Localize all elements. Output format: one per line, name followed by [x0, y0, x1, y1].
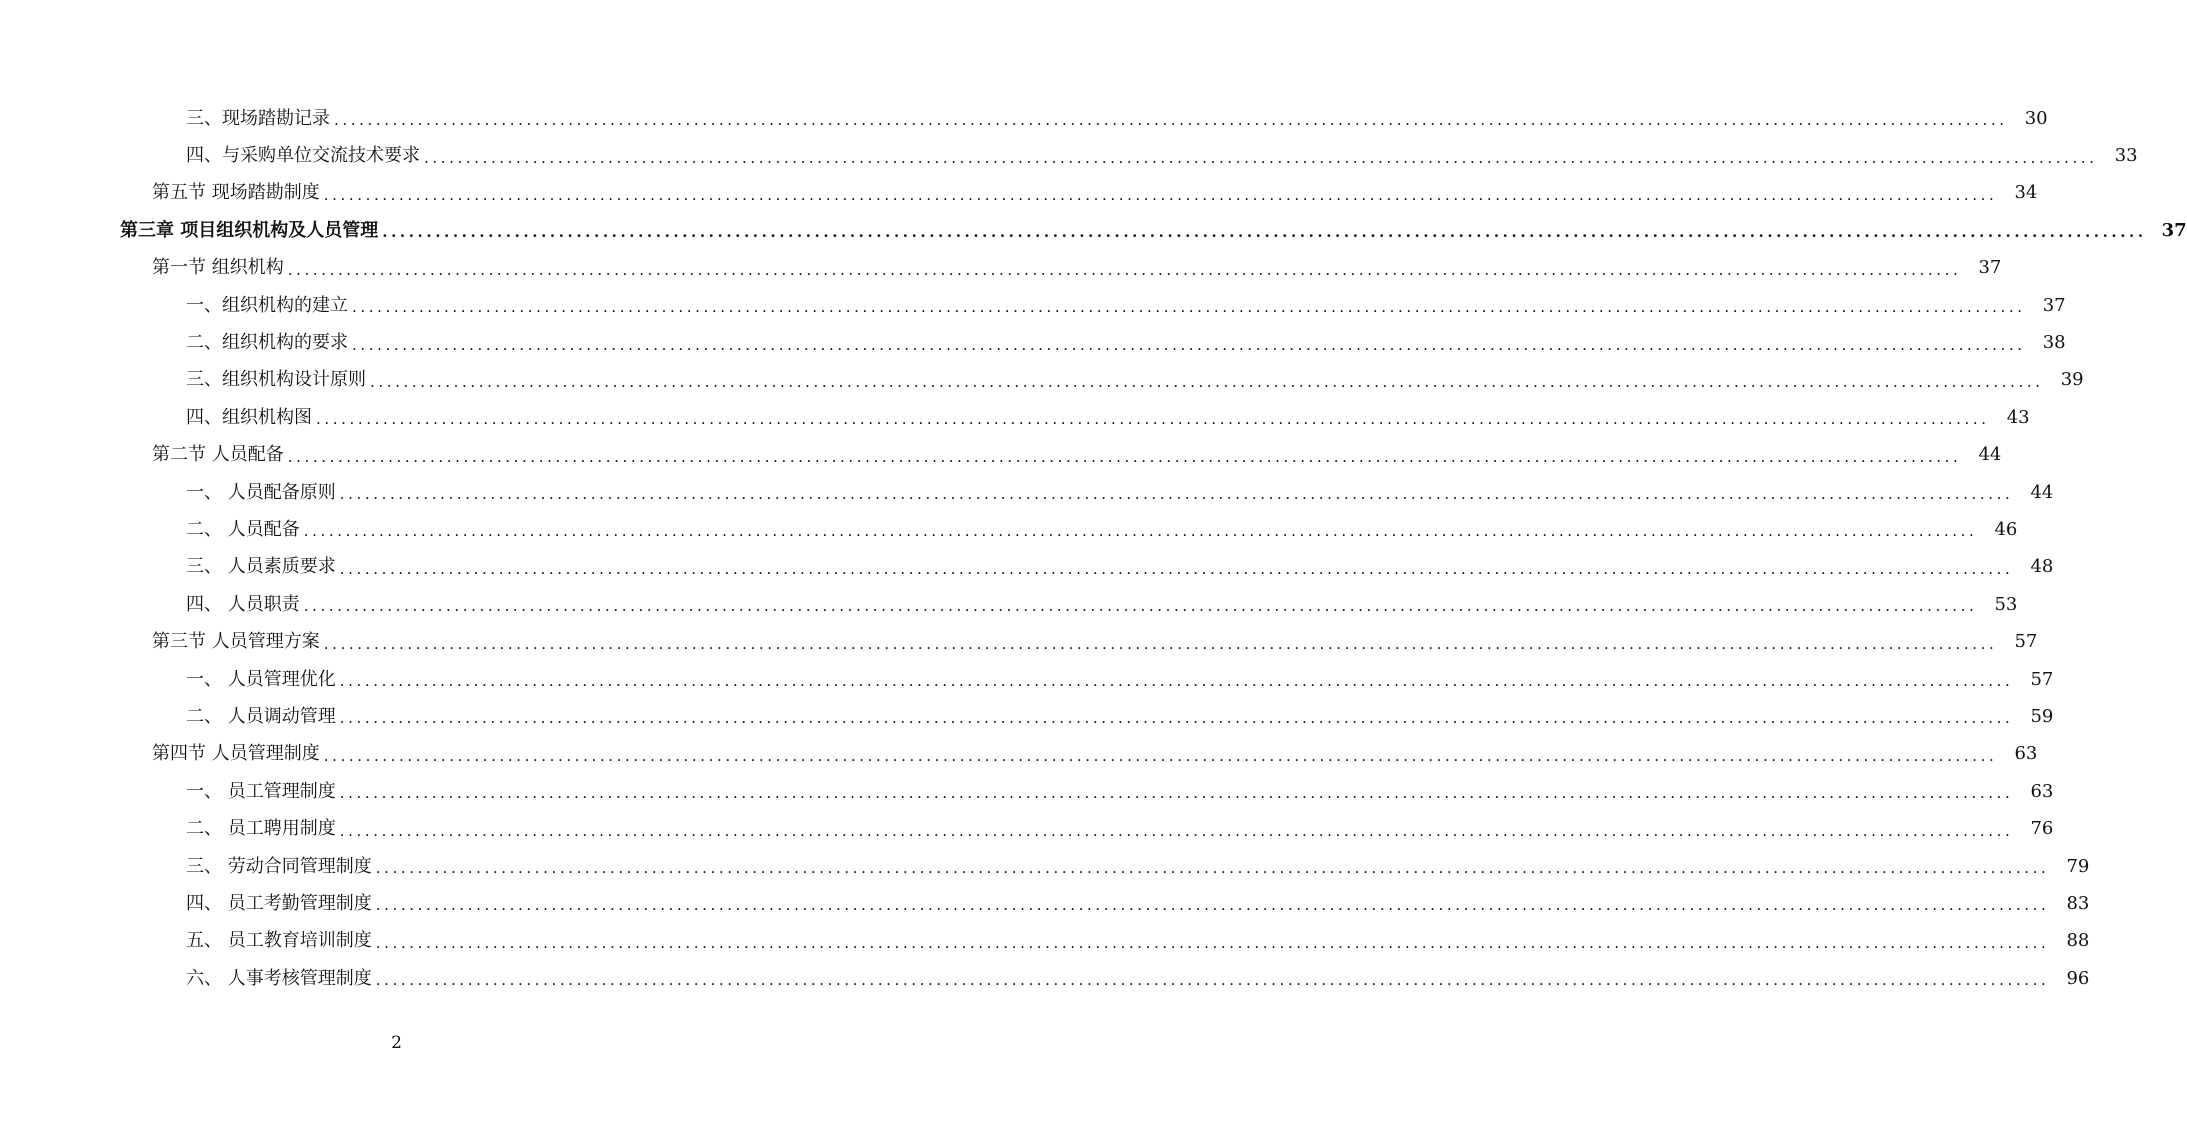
- toc-leader-dots: ........................................................................................................................................................................................................: [339, 709, 2014, 728]
- toc-entry-item[interactable]: [0, 773, 2054, 810]
- toc-entry-section[interactable]: [0, 437, 2002, 474]
- toc-leader-dots: ........................................................................................................................................................................................................: [352, 335, 2026, 354]
- toc-entry-title: 第五节 现场踏勘制度: [152, 182, 320, 204]
- toc-entry-page: 37: [2161, 219, 2187, 241]
- toc-entry-title: 第一节 组织机构: [152, 257, 284, 279]
- toc-entry-page: 44: [2030, 481, 2054, 503]
- toc-leader-dots: ........................................................................................................................................................................................................: [339, 672, 2014, 691]
- toc-leader-dots: ........................................................................................................................................................................................................: [323, 185, 1998, 204]
- toc-entry-page: 96: [2066, 967, 2090, 989]
- toc-entry-section[interactable]: [0, 623, 2038, 660]
- toc-leader-dots: ........................................................................................................................................................................................................: [370, 372, 2044, 391]
- toc-entry-page: 88: [2066, 930, 2090, 952]
- toc-entry-page: 83: [2066, 892, 2090, 914]
- toc-leader-dots: ........................................................................................................................................................................................................: [287, 447, 1962, 466]
- toc-entry-item[interactable]: [0, 923, 2090, 960]
- toc-entry-title: 第三节 人员管理方案: [152, 631, 320, 653]
- toc-leader-dots: ........................................................................................................................................................................................................: [323, 746, 1998, 765]
- toc-entry-item[interactable]: [0, 960, 2090, 997]
- toc-entry-section[interactable]: [0, 250, 2002, 287]
- toc-leader-dots: ........................................................................................................................................................................................................: [287, 260, 1962, 279]
- toc-entry-item[interactable]: [0, 848, 2090, 885]
- toc-entry-title: 一、 员工管理制度: [186, 780, 336, 802]
- toc-entry-item[interactable]: [0, 399, 2030, 436]
- toc-leader-dots: ........................................................................................................................................................................................................: [339, 784, 2014, 803]
- toc-entry-title: 二、 员工聘用制度: [186, 818, 336, 840]
- toc-leader-dots: ........................................................................................................................................................................................................: [339, 559, 2014, 578]
- toc-leader-dots: ........................................................................................................................................................................................................: [303, 522, 1978, 541]
- toc-entry-title: 第二节 人员配备: [152, 444, 284, 466]
- toc-entry-page: 44: [1978, 444, 2002, 466]
- toc-entry-page: 63: [2030, 780, 2054, 802]
- toc-entry-item[interactable]: [0, 100, 2048, 137]
- toc-entry-page: 76: [2030, 818, 2054, 840]
- toc-entry-page: 34: [2014, 182, 2038, 204]
- toc-leader-dots: ........................................................................................................................................................................................................: [316, 410, 1990, 429]
- toc-entry-item[interactable]: [0, 586, 2018, 623]
- toc-entry-page: 37: [1978, 257, 2002, 279]
- toc-entry-item[interactable]: [0, 810, 2054, 847]
- toc-entry-chapter[interactable]: [0, 212, 2187, 249]
- toc-entry-title: 一、组织机构的建立: [186, 294, 348, 316]
- toc-entry-title: 二、组织机构的要求: [186, 332, 348, 354]
- toc-entry-title: 一、 人员管理优化: [186, 668, 336, 690]
- toc-entry-page: 46: [1994, 518, 2018, 540]
- toc-entry-page: 43: [2006, 406, 2030, 428]
- toc-entry-page: 53: [1994, 593, 2018, 615]
- toc-leader-dots: ........................................................................................................................................................................................................: [339, 485, 2014, 504]
- toc-entry-title: 五、 员工教育培训制度: [186, 930, 372, 952]
- toc-entry-item[interactable]: [0, 549, 2054, 586]
- toc-entry-item[interactable]: [0, 661, 2054, 698]
- toc-entry-section[interactable]: [0, 175, 2038, 212]
- toc-entry-item[interactable]: [0, 698, 2054, 735]
- toc-leader-dots: ........................................................................................................................................................................................................: [375, 933, 2050, 952]
- toc-leader-dots: ........................................................................................................................................................................................................: [375, 896, 2050, 915]
- toc-leader-dots: ........................................................................................................................................................................................................: [339, 821, 2014, 840]
- toc-entry-title: 四、与采购单位交流技术要求: [186, 145, 420, 167]
- toc-entry-page: 57: [2030, 668, 2054, 690]
- page-number: 2: [391, 1033, 402, 1053]
- toc-entry-title: 二、 人员配备: [186, 518, 300, 540]
- toc-leader-dots: ........................................................................................................................................................................................................: [375, 971, 2050, 990]
- toc-entry-page: 33: [2114, 145, 2138, 167]
- toc-leader-dots: ........................................................................................................................................................................................................: [323, 634, 1998, 653]
- toc-entry-title: 第三章 项目组织机构及人员管理: [120, 219, 379, 241]
- toc-entry-item[interactable]: [0, 362, 2084, 399]
- toc-entry-item[interactable]: [0, 137, 2138, 174]
- toc-entry-title: 四、 人员职责: [186, 593, 300, 615]
- toc-entry-title: 三、现场踏勘记录: [186, 107, 330, 129]
- toc-entry-section[interactable]: [0, 736, 2038, 773]
- toc-entry-item[interactable]: [0, 287, 2066, 324]
- toc-entry-title: 四、 员工考勤管理制度: [186, 892, 372, 914]
- toc-leader-dots: ........................................................................................................................................................................................................: [303, 597, 1978, 616]
- toc-entry-item[interactable]: [0, 885, 2090, 922]
- toc-leader-dots: ........................................................................................................................................................................................................: [352, 298, 2026, 317]
- toc-entry-title: 六、 人事考核管理制度: [186, 967, 372, 989]
- toc-entry-item[interactable]: [0, 474, 2054, 511]
- toc-entry-title: 四、组织机构图: [186, 406, 312, 428]
- toc-entry-page: 30: [2024, 107, 2048, 129]
- toc-entry-page: 63: [2014, 743, 2038, 765]
- toc-entry-page: 48: [2030, 556, 2054, 578]
- toc-entry-page: 39: [2060, 369, 2084, 391]
- toc-leader-dots: ........................................................................................................................................................................................................: [424, 148, 2098, 167]
- toc-leader-dots: ........................................................................................................................................................................................................: [382, 223, 2147, 242]
- toc-entry-title: 三、 劳动合同管理制度: [186, 855, 372, 877]
- toc-entry-page: 37: [2042, 294, 2066, 316]
- toc-entry-page: 59: [2030, 705, 2054, 727]
- toc-entry-item[interactable]: [0, 324, 2066, 361]
- toc-entry-page: 79: [2066, 855, 2090, 877]
- toc-entry-item[interactable]: [0, 511, 2018, 548]
- toc-entry-title: 三、 人员素质要求: [186, 556, 336, 578]
- toc-entry-title: 二、 人员调动管理: [186, 705, 336, 727]
- toc-entry-page: 57: [2014, 631, 2038, 653]
- toc-entry-title: 一、 人员配备原则: [186, 481, 336, 503]
- toc-leader-dots: ........................................................................................................................................................................................................: [375, 859, 2050, 877]
- toc-entry-title: 三、组织机构设计原则: [186, 369, 366, 391]
- toc-leader-dots: ........................................................................................................................................................................................................: [334, 111, 2008, 130]
- table-of-contents: [0, 100, 2187, 997]
- toc-entry-page: 38: [2042, 332, 2066, 354]
- toc-entry-title: 第四节 人员管理制度: [152, 743, 320, 765]
